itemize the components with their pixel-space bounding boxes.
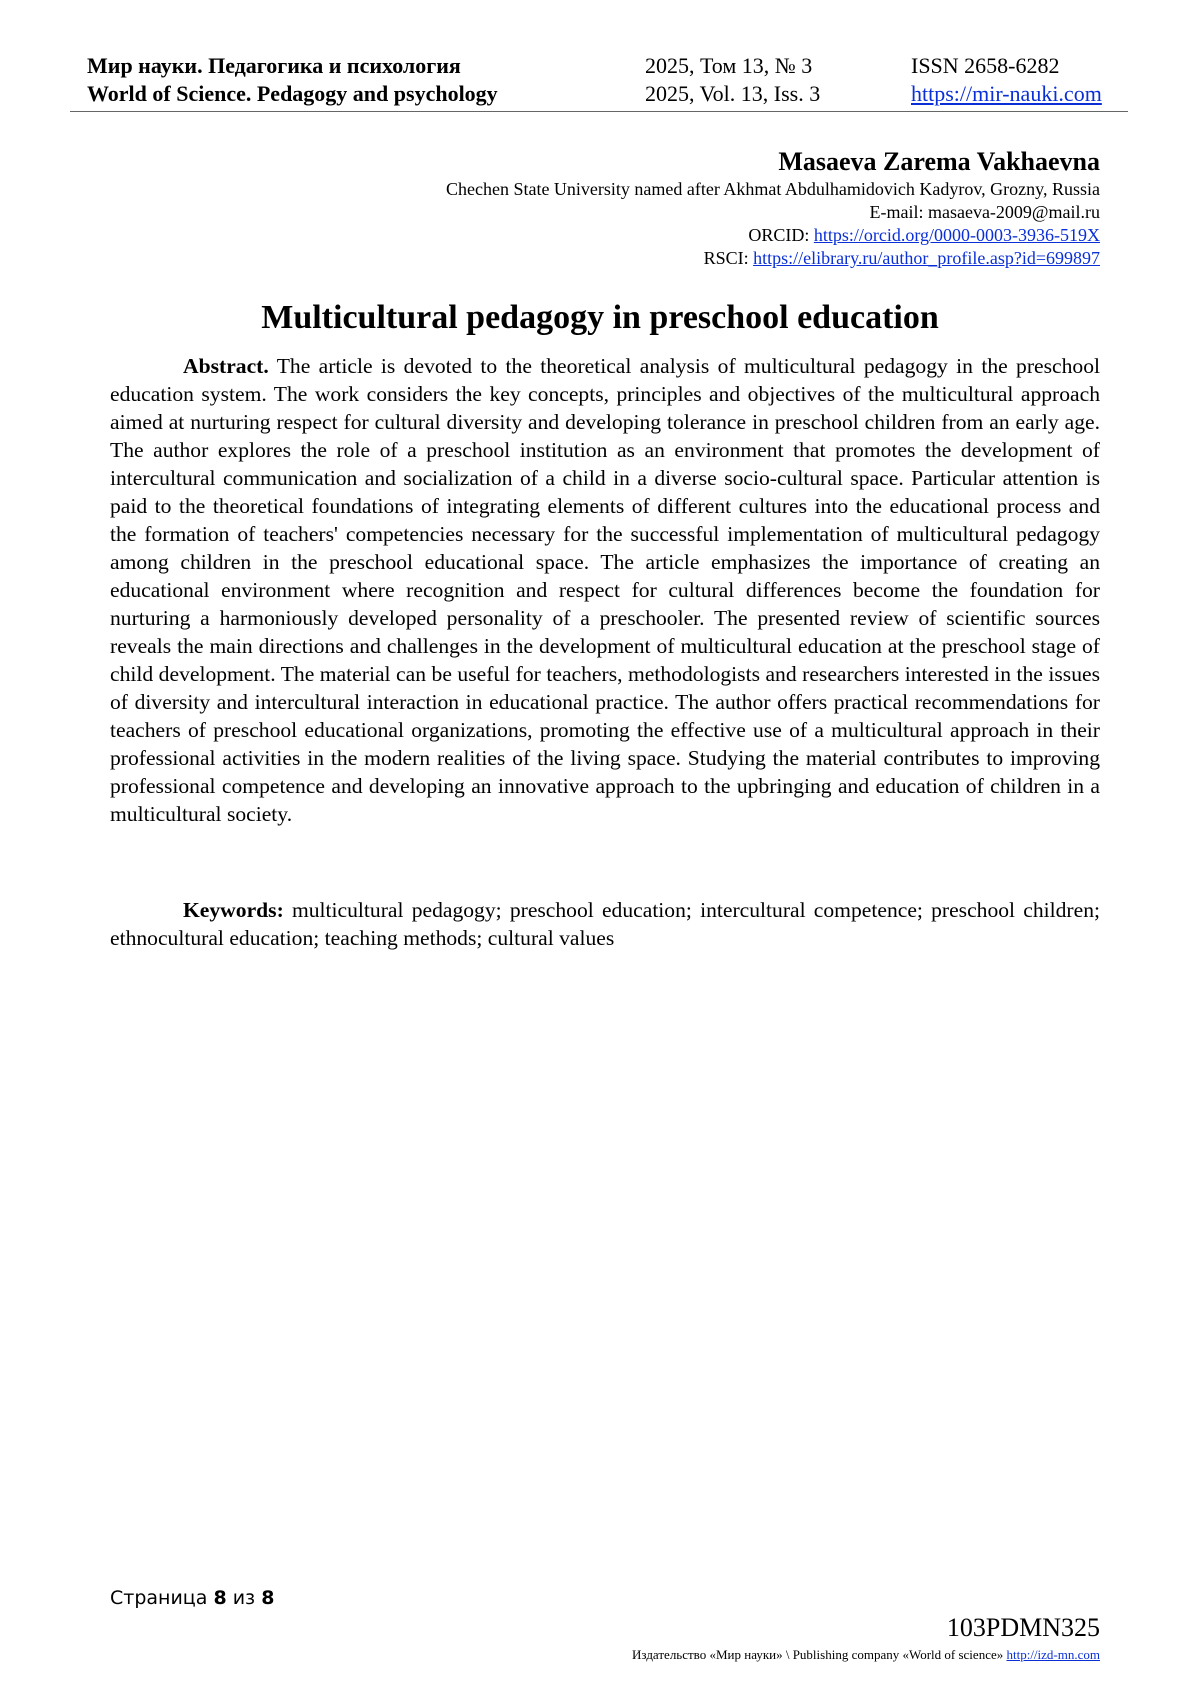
header-row-ru xyxy=(87,52,1125,80)
abstract-label: Abstract. xyxy=(183,354,269,378)
author-orcid xyxy=(446,224,1100,247)
keywords-text: multicultural pedagogy; preschool education; intercultural competence; preschool children; ethnocultural education; teaching methods; cultural values xyxy=(110,898,1100,950)
page-prefix: Страница xyxy=(110,1587,214,1609)
author-block xyxy=(446,146,1100,270)
publisher-link[interactable]: http://izd-mn.com xyxy=(1006,1647,1100,1662)
journal-site-link[interactable]: https://mir-nauki.com xyxy=(911,81,1102,106)
abstract-paragraph xyxy=(110,352,1100,828)
author-affiliation: Chechen State University named after Akhmat Abdulhamidovich Kadyrov, Grozny, Russia xyxy=(445,179,1100,199)
journal-header xyxy=(87,52,1125,108)
article-title: Multicultural pedagogy in preschool education xyxy=(261,299,939,336)
rsci-label: RSCI: xyxy=(703,248,754,268)
keywords-paragraph xyxy=(110,896,1100,952)
issue-ru: 2025, Том 13, № 3 xyxy=(645,53,813,78)
page-mid: из xyxy=(226,1587,262,1609)
author-name: Masaeva Zarema Vakhaevna xyxy=(778,147,1100,176)
page-total: 8 xyxy=(261,1587,275,1609)
publisher-text: Издательство «Мир науки» \ Publishing company «World of science» xyxy=(632,1647,1007,1662)
article-code: 103PDMN325 xyxy=(946,1613,1100,1642)
publisher-line xyxy=(632,1647,1100,1663)
keywords-label: Keywords: xyxy=(183,898,284,922)
rsci-link[interactable]: https://elibrary.ru/author_profile.asp?id=699897 xyxy=(753,248,1100,268)
issue-en: 2025, Vol. 13, Iss. 3 xyxy=(645,81,821,106)
author-email: E-mail: masaeva-2009@mail.ru xyxy=(869,202,1100,222)
page-number xyxy=(110,1587,274,1609)
author-rsci xyxy=(446,247,1100,270)
journal-title-ru: Мир науки. Педагогика и психология xyxy=(87,53,461,78)
header-row-en xyxy=(87,80,1125,108)
orcid-label: ORCID: xyxy=(748,225,814,245)
header-divider xyxy=(70,111,1128,112)
journal-title-en: World of Science. Pedagogy and psychology xyxy=(87,81,498,106)
orcid-link[interactable]: https://orcid.org/0000-0003-3936-519X xyxy=(813,225,1100,245)
abstract-text: The article is devoted to the theoretical analysis of multicultural pedagogy in the preschool education system. The work considers the key concepts, principles and objectives of the multicultural approach aimed at nurturing respect for cultural diversity and developing tolerance in preschool children from an early age. The author explores the role of a preschool institution as an environment that promotes the development of intercultural communication and socialization of a child in a diverse socio-cultural space. Particular attention is paid to the theoretical foundations of integrating elements of different cultures into the educational process and the formation of teachers' competencies necessary for the successful implementation of multicultural pedagogy among children in the preschool educational space. The article emphasizes the importance of creating an educational environment where recognition and respect for cultural differences become the foundation for nurturing a harmoniously developed personality of a preschooler. The presented review of scientific sources reveals the main directions and challenges in the development of multicultural education at the preschool stage of child development. The material can be useful for teachers, methodologists and researchers interested in the issues of diversity and intercultural interaction in educational practice. The author offers practical recommendations for teachers of preschool educational organizations, promoting the effective use of a multicultural approach in their professional activities in the modern realities of the living space. Studying the material contributes to improving professional competence and developing an innovative approach to the upbringing and education of children in a multicultural society. xyxy=(110,354,1100,826)
page-current: 8 xyxy=(213,1587,227,1609)
issn: ISSN 2658-6282 xyxy=(911,53,1060,78)
